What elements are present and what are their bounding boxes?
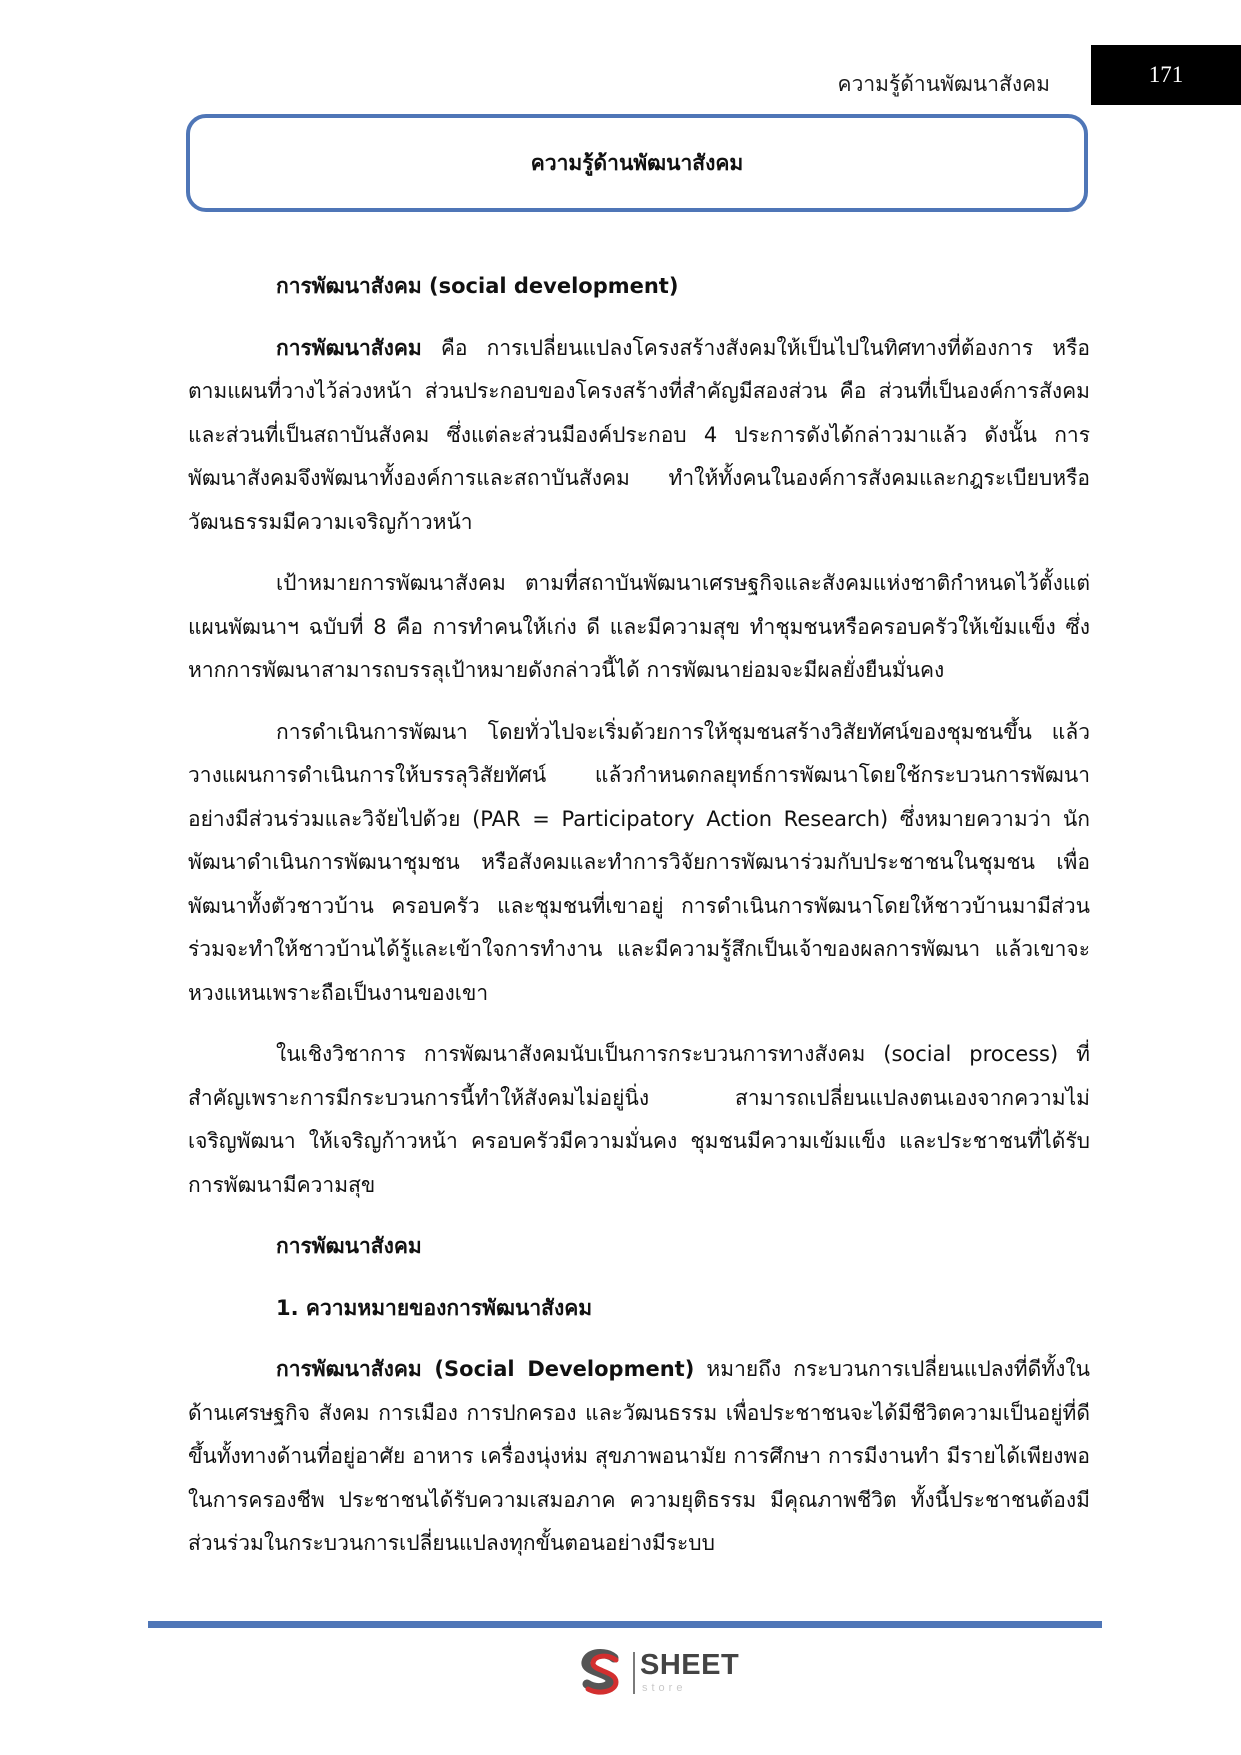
section-heading-social-development-2: การพัฒนาสังคม bbox=[276, 1234, 422, 1258]
footer-divider bbox=[148, 1621, 1102, 1628]
subsection-heading-meaning: 1. ความหมายของการพัฒนาสังคม bbox=[276, 1295, 593, 1320]
paragraph-meaning-term: การพัฒนาสังคม (Social Development) bbox=[276, 1357, 695, 1381]
title-box bbox=[186, 114, 1088, 212]
logo-separator bbox=[633, 1652, 635, 1694]
sheet-store-logo bbox=[576, 1648, 756, 1700]
paragraph-meaning-text: หมายถึง กระบวนการเปลี่ยนแปลงที่ดีทั้งในด้านเศรษฐกิจ สังคม การเมือง การปกครอง และวัฒนธรรม เพื่อประชาชนจะได้มีชีวิตความเป็นอยู่ที่ดีขึ้นทั้งทางด้านที่อยู่อาศัย อาหาร เครื่องนุ่งห่ม สุขภาพอนามัย การศึกษา การมีงานทำ มีรายได้เพียงพอในการครองชีพ ประชาชนได้รับความเสมอภาค ความยุติธรรม มีคุณภาพชีวิต ทั้งนี้ประชาชนต้องมีส่วนร่วมในกระบวนการเปลี่ยนแปลงทุกขั้นตอนอย่างมีระบบ bbox=[188, 1357, 1090, 1555]
paragraph-goal: เป้าหมายการพัฒนาสังคม ตามที่สถาบันพัฒนาเศรษฐกิจและสังคมแห่งชาติกำหนดไว้ตั้งแต่แผนพัฒนาฯ ฉบับที่ 8 คือ การทำคนให้เก่ง ดี และมีความสุข ทำชุมชนหรือครอบครัวให้เข้มแข็ง ซึ่งหากการพัฒนาสามารถบรรลุเป้าหมายดังกล่าวนี้ได้ การพัฒนาย่อมจะมีผลยั่งยืนมั่นคง bbox=[188, 571, 1090, 682]
paragraph-definition-term: การพัฒนาสังคม bbox=[276, 335, 422, 360]
paragraph-definition bbox=[188, 327, 1090, 545]
title-box-heading: ความรู้ด้านพัฒนาสังคม bbox=[530, 151, 744, 175]
paragraph-implementation: การดำเนินการพัฒนา โดยทั่วไปจะเริ่มด้วยการให้ชุมชนสร้างวิสัยทัศน์ของชุมชนขึ้น แล้ววางแผนการดำเนินการให้บรรลุวิสัยทัศน์ แล้วกำหนดกลยุทธ์การพัฒนาโดยใช้กระบวนการพัฒนาอย่างมีส่วนร่วมและวิจัยไปด้วย (PAR = Participatory Action Research) ซึ่งหมายความว่า นักพัฒนาดำเนินการพัฒนาชุมชน หรือสังคมและทำการวิจัยการพัฒนาร่วมกับประชาชนในชุมชน เพื่อพัฒนาทั้งตัวชาวบ้าน ครอบครัว และชุมชนที่เขาอยู่ การดำเนินการพัฒนาโดยให้ชาวบ้านมามีส่วนร่วมจะทำให้ชาวบ้านได้รู้และเข้าใจการทำงาน และมีความรู้สึกเป็นเจ้าของผลการพัฒนา แล้วเขาจะหวงแหนเพราะถือเป็นงานของเขา bbox=[188, 719, 1090, 1005]
paragraph-definition-text: คือ การเปลี่ยนแปลงโครงสร้างสังคมให้เป็นไปในทิศทางที่ต้องการ หรือตามแผนที่วางไว้ล่วงหน้า ส่วนประกอบของโครงสร้างที่สำคัญมีสองส่วน คือ ส่วนที่เป็นองค์การสังคมและส่วนที่เป็นสถาบันสังคม ซึ่งแต่ละส่วนมีองค์ประกอบ 4 ประการดังได้กล่าวมาแล้ว ดังนั้น การพัฒนาสังคมจึงพัฒนาทั้งองค์การและสถาบันสังคม ทำให้ทั้งคนในองค์การสังคมและกฎระเบียบหรือวัฒนธรรมมีความเจริญก้าวหน้า bbox=[188, 335, 1090, 534]
document-body bbox=[188, 265, 1090, 1566]
logo-wordmark-store: store bbox=[642, 1682, 687, 1694]
paragraph-meaning bbox=[188, 1348, 1090, 1566]
logo-wordmark-sheet: SHEET bbox=[640, 1649, 740, 1681]
section-heading-social-development: การพัฒนาสังคม (social development) bbox=[276, 274, 679, 298]
page-number-tab: 171 bbox=[1091, 45, 1241, 105]
sheet-store-s-icon bbox=[576, 1648, 626, 1700]
running-header-title: ความรู้ด้านพัฒนาสังคม bbox=[837, 72, 1050, 96]
paragraph-academic: ในเชิงวิชาการ การพัฒนาสังคมนับเป็นการกระบวนการทางสังคม (social process) ที่สำคัญเพราะการมีกระบวนการนี้ทำให้สังคมไม่อยู่นิ่ง สามารถเปลี่ยนแปลงตนเองจากความไม่เจริญพัฒนา ให้เจริญก้าวหน้า ครอบครัวมีความมั่นคง ชุมชนมีความเข้มแข็ง และประชาชนที่ได้รับการพัฒนามีความสุข bbox=[188, 1042, 1090, 1197]
